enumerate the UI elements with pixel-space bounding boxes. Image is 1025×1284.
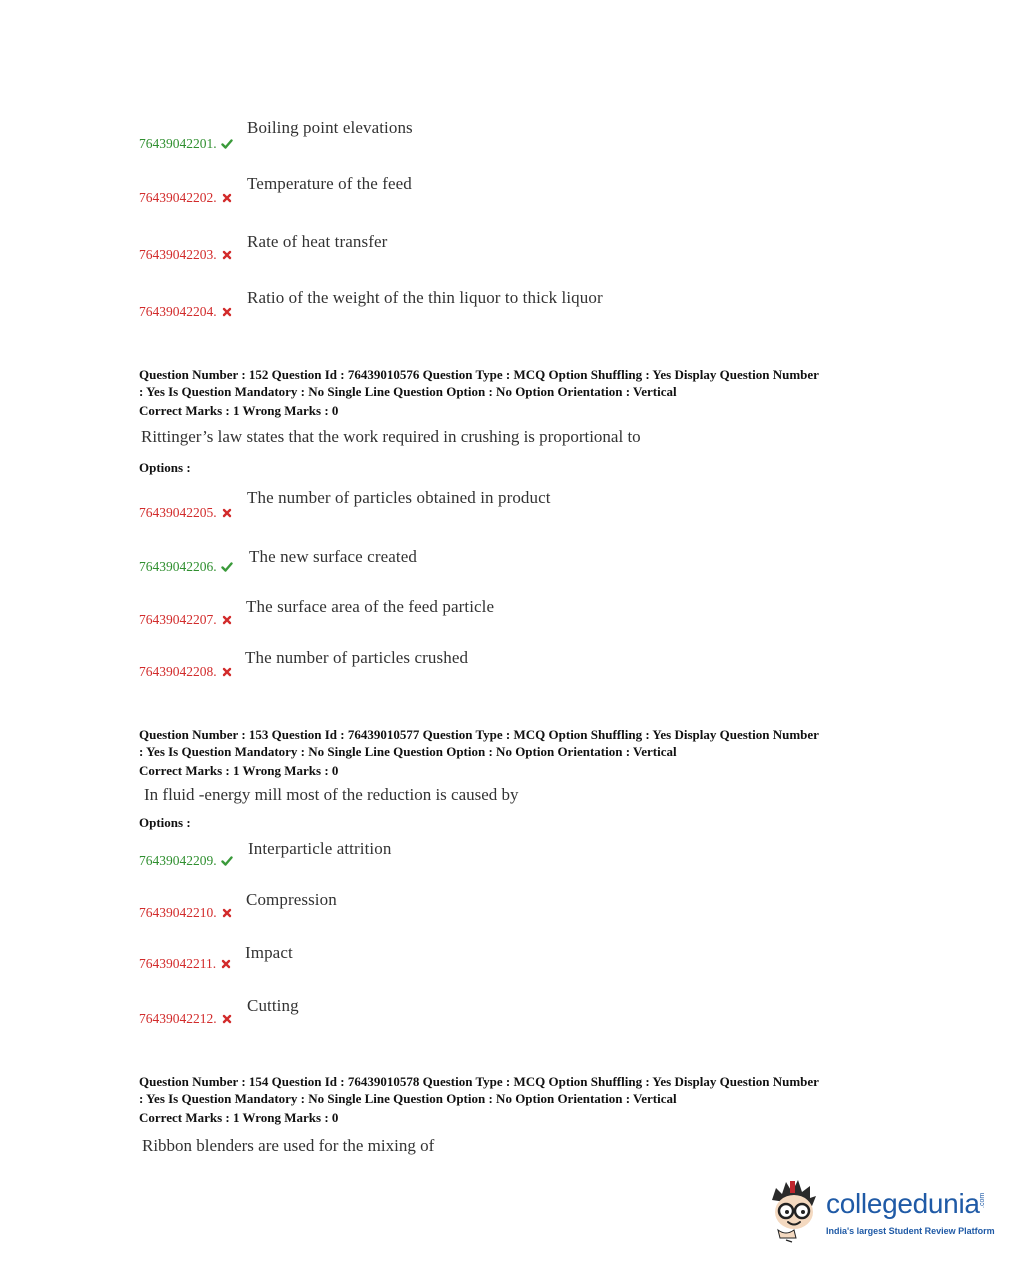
option-text: The number of particles obtained in product <box>247 488 551 507</box>
option-id: 76439042206. <box>139 559 233 575</box>
brand-logo <box>766 1178 996 1248</box>
mascot-icon <box>766 1178 824 1244</box>
option-text: Ratio of the weight of the thin liquor to thick liquor <box>247 288 603 307</box>
cross-icon <box>221 507 233 519</box>
option-text: Interparticle attrition <box>248 839 392 858</box>
option-id: 76439042211. <box>139 956 232 972</box>
cross-icon <box>221 907 233 919</box>
cross-icon <box>221 306 233 318</box>
question-text: In fluid -energy mill most of the reduction is caused by <box>144 785 519 804</box>
option-id: 76439042204. <box>139 304 233 320</box>
options-label: Options : <box>139 815 191 830</box>
question-meta: : Yes Is Question Mandatory : No Single Line Question Option : No Option Orientation : Vertical <box>139 384 677 399</box>
option-id: 76439042205. <box>139 505 233 521</box>
cross-icon <box>221 249 233 261</box>
cross-icon <box>221 192 233 204</box>
option-id: 76439042208. <box>139 664 233 680</box>
option-text: The number of particles crushed <box>245 648 469 667</box>
brand-tagline: India's largest Student Review Platform <box>826 1226 995 1236</box>
option-id: 76439042209. <box>139 853 233 869</box>
cross-icon <box>221 614 233 626</box>
cross-icon <box>220 958 232 970</box>
question-meta: Question Number : 154 Question Id : 76439010578 Question Type : MCQ Option Shuffling : Yes Display Question Number <box>139 1074 819 1089</box>
option-text: Boiling point elevations <box>247 118 413 137</box>
check-icon <box>221 855 233 867</box>
question-meta: : Yes Is Question Mandatory : No Single Line Question Option : No Option Orientation : Vertical <box>139 744 677 759</box>
brand-name: collegedunia <box>826 1188 980 1219</box>
question-text: Ribbon blenders are used for the mixing of <box>142 1136 435 1155</box>
question-marks: Correct Marks : 1 Wrong Marks : 0 <box>139 403 339 418</box>
option-id: 76439042203. <box>139 247 233 263</box>
cross-icon <box>221 1013 233 1025</box>
option-id: 76439042201. <box>139 136 233 152</box>
check-icon <box>221 561 233 573</box>
question-meta: Question Number : 153 Question Id : 76439010577 Question Type : MCQ Option Shuffling : Yes Display Question Number <box>139 727 819 742</box>
option-text: Rate of heat transfer <box>247 232 388 251</box>
option-text: Impact <box>245 943 293 962</box>
options-label: Options : <box>139 460 191 475</box>
option-id: 76439042202. <box>139 190 233 206</box>
option-id: 76439042207. <box>139 612 233 628</box>
question-marks: Correct Marks : 1 Wrong Marks : 0 <box>139 763 339 778</box>
option-id: 76439042210. <box>139 905 233 921</box>
option-text: Cutting <box>247 996 299 1015</box>
question-meta: : Yes Is Question Mandatory : No Single Line Question Option : No Option Orientation : Vertical <box>139 1091 677 1106</box>
option-text: Temperature of the feed <box>247 174 412 193</box>
option-id: 76439042212. <box>139 1011 233 1027</box>
check-icon <box>221 138 233 150</box>
brand-suffix: .com <box>979 1192 986 1208</box>
question-marks: Correct Marks : 1 Wrong Marks : 0 <box>139 1110 339 1125</box>
option-text: Compression <box>246 890 337 909</box>
question-text: Rittinger’s law states that the work required in crushing is proportional to <box>141 427 641 446</box>
question-meta: Question Number : 152 Question Id : 76439010576 Question Type : MCQ Option Shuffling : Yes Display Question Number <box>139 367 819 382</box>
option-text: The surface area of the feed particle <box>246 597 495 616</box>
cross-icon <box>221 666 233 678</box>
option-text: The new surface created <box>249 547 417 566</box>
